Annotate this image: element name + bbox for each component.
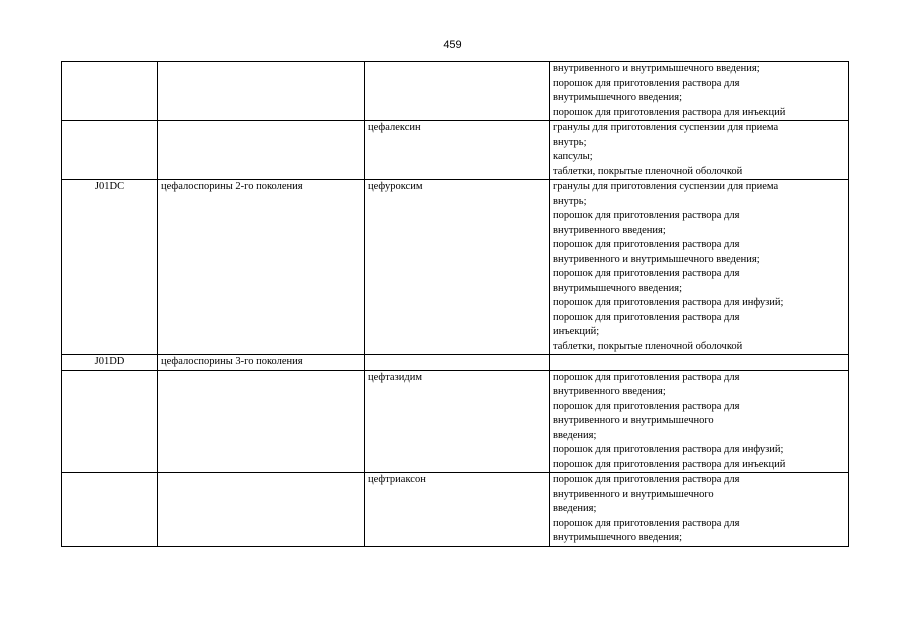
dosage-form-line: порошок для приготовления раствора для инфузий; xyxy=(553,297,784,308)
dosage-form-line: внутривенного введения; xyxy=(553,386,666,397)
dosage-form-line: порошок для приготовления раствора для xyxy=(553,474,740,485)
dosage-form-line: внутривенного и внутримышечного введения; xyxy=(553,253,760,265)
atc-code-cell xyxy=(62,62,158,121)
table-body xyxy=(62,62,849,547)
table-row xyxy=(62,121,849,180)
table-row xyxy=(62,355,849,371)
dosage-form-line: таблетки, покрытые пленочной оболочкой xyxy=(553,165,743,177)
dosage-form-line: порошок для приготовления раствора для инъекций xyxy=(553,458,786,470)
table-row xyxy=(62,62,849,121)
dosage-form-line: порошок для приготовления раствора для xyxy=(553,268,740,279)
dosage-form-line: порошок для приготовления раствора для xyxy=(553,239,740,250)
dosage-form-line: введения; xyxy=(553,429,597,441)
drug-name-cell: цефуроксим xyxy=(365,180,550,355)
table-row xyxy=(62,370,849,473)
dosage-form-line: внутримышечного введения; xyxy=(553,92,683,103)
dosage-forms-cell xyxy=(550,121,849,180)
dosage-form-line: капсулы; xyxy=(553,151,593,162)
dosage-forms-cell xyxy=(550,355,849,371)
dosage-form-line: внутрь; xyxy=(553,195,587,207)
dosage-form-line: внутрь; xyxy=(553,136,587,148)
dosage-forms-cell xyxy=(550,370,849,473)
group-name-cell xyxy=(158,121,365,180)
table-row xyxy=(62,180,849,355)
dosage-form-line: порошок для приготовления раствора для инъекций xyxy=(553,106,786,118)
dosage-form-line: внутривенного и внутримышечного xyxy=(553,488,714,500)
group-name-cell xyxy=(158,473,365,547)
dosage-form-line: порошок для приготовления раствора для xyxy=(553,517,740,529)
atc-code-cell: J01DC xyxy=(62,180,158,355)
drug-name-cell xyxy=(365,62,550,121)
group-name-cell xyxy=(158,62,365,121)
atc-code-cell xyxy=(62,473,158,547)
table-row xyxy=(62,473,849,547)
dosage-form-line: внутривенного и внутримышечного введения; xyxy=(553,63,760,74)
dosage-form-line: таблетки, покрытые пленочной оболочкой xyxy=(553,340,743,352)
drug-name-cell: цефтазидим xyxy=(365,370,550,473)
drug-name-cell xyxy=(365,355,550,371)
dosage-form-line: порошок для приготовления раствора для xyxy=(553,311,740,323)
dosage-forms-cell xyxy=(550,62,849,121)
dosage-form-line: введения; xyxy=(553,503,597,514)
group-name-cell xyxy=(158,370,365,473)
dosage-form-line: порошок для приготовления раствора для xyxy=(553,77,740,89)
dosage-form-line: порошок для приготовления раствора для xyxy=(553,210,740,221)
dosage-form-line: внутривенного введения; xyxy=(553,224,666,236)
atc-code-cell xyxy=(62,370,158,473)
dosage-form-line: гранулы для приготовления суспензии для приема xyxy=(553,181,779,192)
page-number: 459 xyxy=(443,39,462,51)
dosage-form-line: внутримышечного введения; xyxy=(553,282,683,294)
dosage-form-line: инъекций; xyxy=(553,326,600,337)
drug-name-cell: цефтриаксон xyxy=(365,473,550,547)
drug-name-cell: цефалексин xyxy=(365,121,550,180)
group-name-cell: цефалоспорины 2-го поколения xyxy=(158,180,365,355)
dosage-form-line: внутривенного и внутримышечного xyxy=(553,415,714,426)
dosage-form-line: порошок для приготовления раствора для xyxy=(553,371,740,383)
dosage-forms-cell xyxy=(550,180,849,355)
dosage-forms-cell xyxy=(550,473,849,547)
dosage-form-line: гранулы для приготовления суспензии для приема xyxy=(553,122,779,133)
dosage-form-line: порошок для приготовления раствора для xyxy=(553,400,740,412)
atc-code-cell: J01DD xyxy=(62,355,158,371)
dosage-form-line: порошок для приготовления раствора для инфузий; xyxy=(553,444,784,455)
drug-table xyxy=(61,61,849,547)
group-name-cell: цефалоспорины 3-го поколения xyxy=(158,355,365,371)
dosage-form-line: внутримышечного введения; xyxy=(553,532,683,543)
atc-code-cell xyxy=(62,121,158,180)
